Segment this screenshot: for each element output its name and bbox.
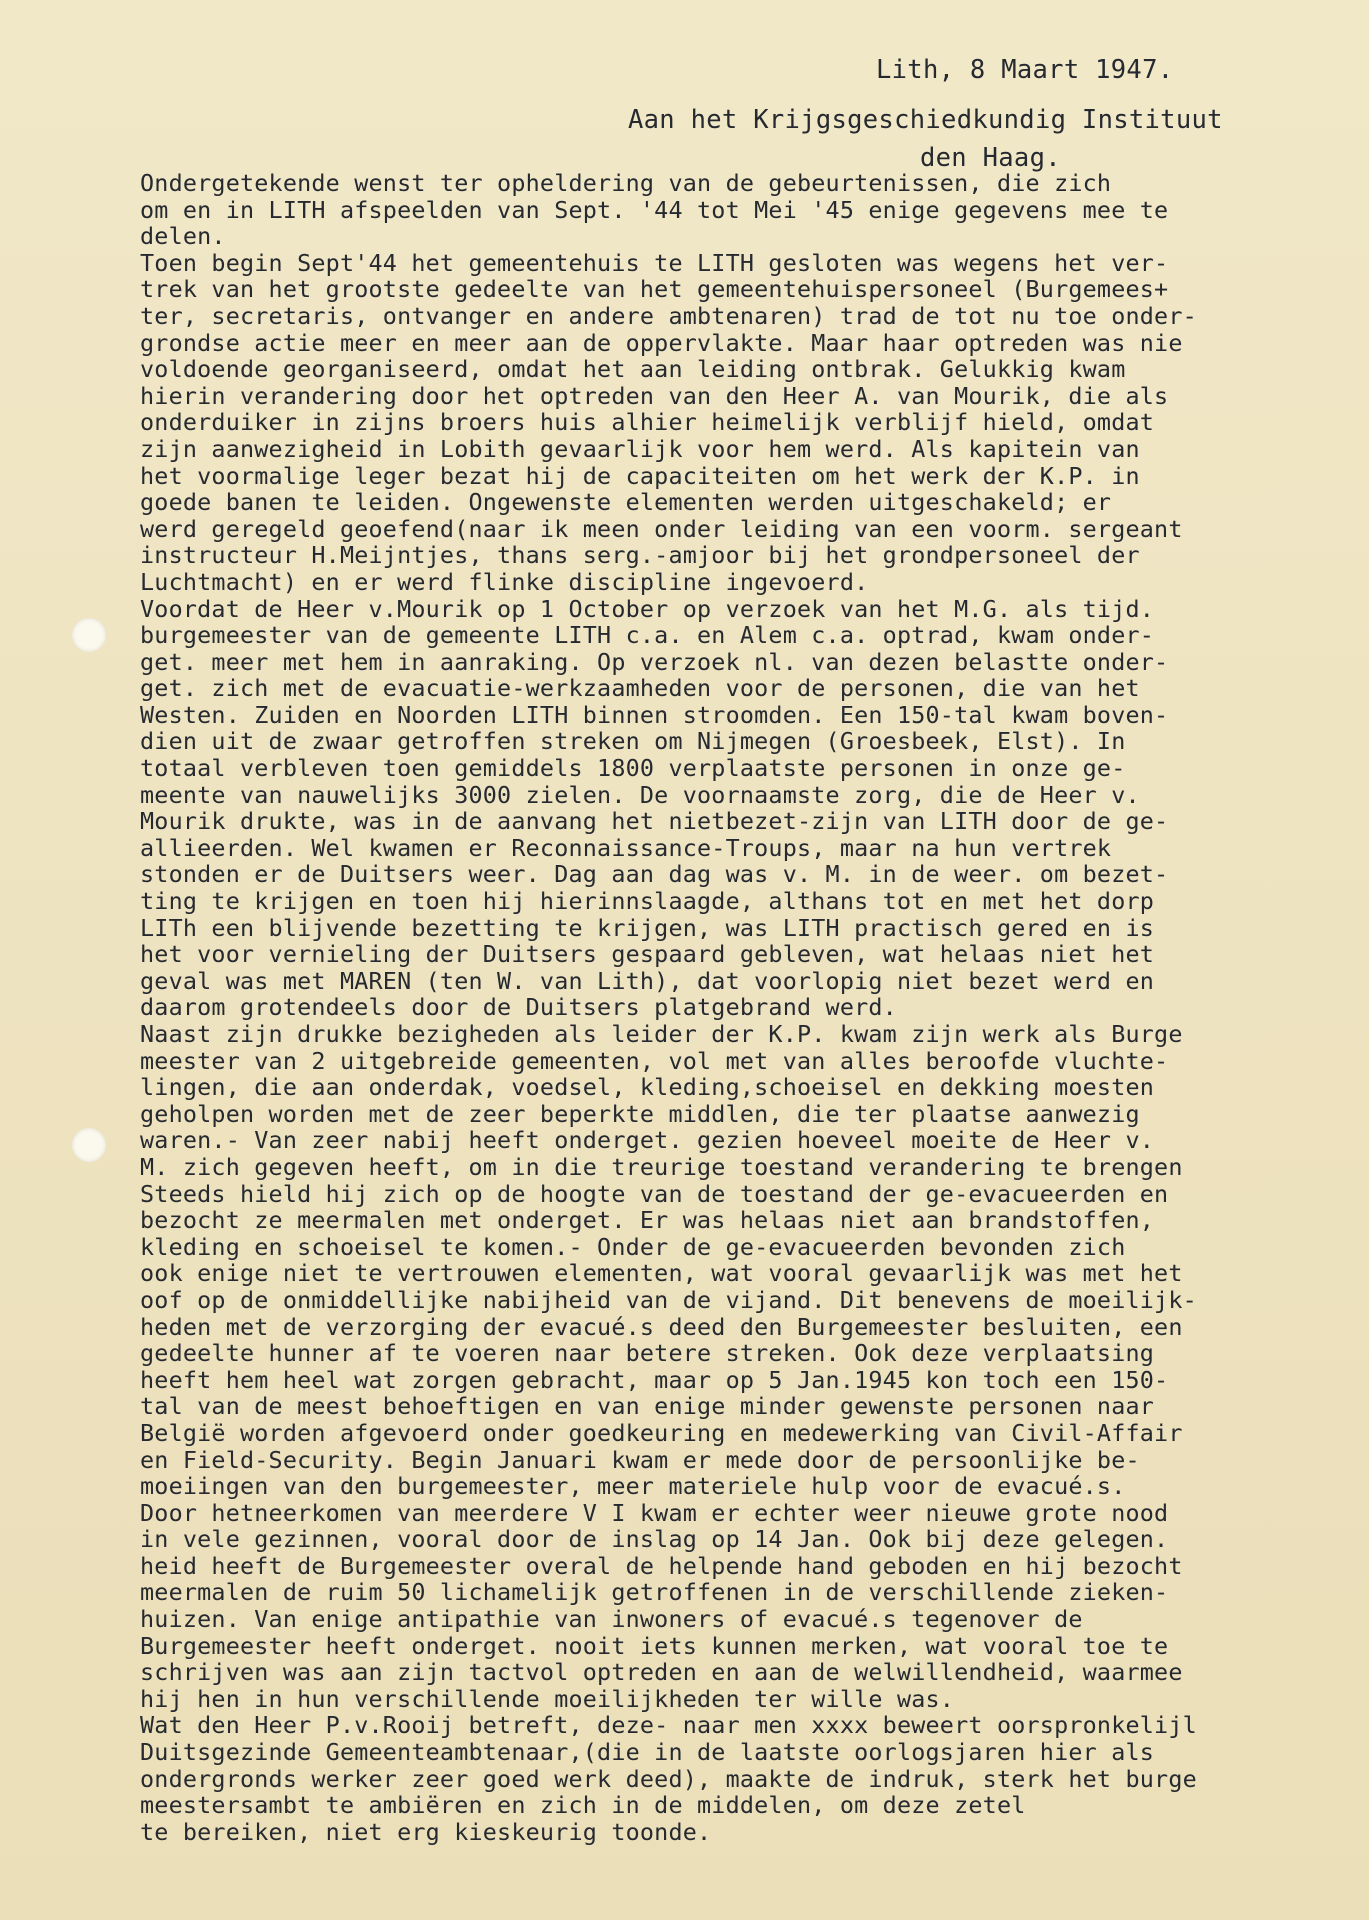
letter-line: Duitsgezinde Gemeenteambtenaar,(die in de laatste oorlogsjaren hier als (140, 1739, 1155, 1766)
letter-line: get. zich met de evacuatie-werkzaamheden voor de personen, die van het (140, 675, 1140, 702)
letter-line: allieerden. Wel kwamen er Reconnaissance-Troups, maar na hun vertrek (140, 834, 1112, 862)
letter-line: Mourik drukte, was in de aanvang het nietbezet-zijn van LITH door de ge- (140, 808, 1169, 835)
letter-line: get. meer met hem in aanraking. Op verzoek nl. van dezen belastte onder- (140, 648, 1169, 676)
letter-line: gedeelte hunner af te voeren naar betere streken. Ook deze verplaatsing (140, 1340, 1155, 1367)
letter-line: M. zich gegeven heeft, om in die treurige toestand verandering te brengen (140, 1153, 1183, 1181)
letter-line: België worden afgevoerd onder goedkeuring en medewerking van Civil-Affair (140, 1419, 1183, 1447)
letter-line: burgemeester van de gemeente LITH c.a. en Alem c.a. optrad, kwam onder- (140, 622, 1155, 649)
letter-line: zijn aanwezigheid in Lobith gevaarlijk voor hem werd. Als kapitein van (140, 435, 1140, 463)
letter-line: schrijven was aan zijn tactvol optreden en aan de welwillendheid, waarmee (140, 1659, 1183, 1686)
addressee-line-2: den Haag. (920, 143, 1061, 173)
letter-line: te bereiken, niet erg kieskeurig toonde. (140, 1818, 712, 1846)
letter-line: goede banen te leiden. Ongewenste elementen werden uitgeschakeld; er (140, 489, 1112, 516)
letter-line: in vele gezinnen, vooral door de inslag op 14 Jan. Ook bij deze gelegen. (140, 1526, 1169, 1553)
letter-line: huizen. Van enige antipathie van inwoners of evacué.s tegenover de (140, 1606, 1083, 1633)
letter-line: om en in LITH afspeelden van Sept. '44 tot Mei '45 enige gegevens mee te (140, 196, 1169, 224)
letter-line: trek van het grootste gedeelte van het gemeentehuispersoneel (Burgemees+ (140, 276, 1169, 303)
letter-line: het voor vernieling der Duitsers gespaard gebleven, wat helaas niet het (140, 941, 1155, 968)
letter-line: Voordat de Heer v.Mourik op 1 October op verzoek van het M.G. als tijd. (140, 595, 1155, 623)
letter-body (140, 170, 1362, 1845)
letter-line: hierin verandering door het optreden van den Heer A. van Mourik, die als (140, 382, 1169, 410)
letter-line: hij hen in hun verschillende moeilijkheden ter wille was. (140, 1685, 955, 1713)
letter-line: delen. (140, 223, 226, 250)
letter-line: heden met de verzorging der evacué.s deed den Burgemeester besluiten, een (140, 1313, 1183, 1341)
letter-line: meestersambt te ambiëren en zich in de middelen, om deze zetel (140, 1792, 1026, 1819)
letter-line: ook enige niet te vertrouwen elementen, wat vooral gevaarlijk was met het (140, 1260, 1183, 1287)
letter-line: Ondergetekende wenst ter opheldering van de gebeurtenissen, die zich (140, 170, 1112, 197)
letter-line: instructeur H.Meijntjes, thans serg.-amjoor bij het grondpersoneel der (140, 542, 1140, 569)
letter-line: meester van 2 uitgebreide gemeenten, vol met van alles beroofde vluchte- (140, 1047, 1169, 1075)
letter-line: Naast zijn drukke bezigheden als leider der K.P. kwam zijn werk als Burge (140, 1021, 1183, 1048)
letter-line: daarom grotendeels door de Duitsers platgebrand werd. (140, 994, 897, 1021)
letter-line: moeiingen van den burgemeester, meer materiele hulp voor de evacué.s. (140, 1473, 1126, 1500)
letter-line: grondse actie meer en meer aan de oppervlakte. Maar haar optreden was nie (140, 329, 1183, 357)
letter-line: geholpen worden met de zeer beperkte middlen, die ter plaatse aanwezig (140, 1100, 1140, 1128)
letter-line: ter, secretaris, ontvanger en andere ambtenaren) trad de tot nu toe onder- (140, 302, 1197, 330)
letter-line: totaal verbleven toen gemiddels 1800 verplaatste personen in onze ge- (140, 755, 1126, 782)
letter-line: Steeds hield hij zich op de hoogte van de toestand der ge-evacueerden en (140, 1180, 1169, 1208)
letter-line: Luchtmacht) en er werd flinke discipline ingevoerd. (140, 568, 869, 596)
letter-line: Westen. Zuiden en Noorden LITH binnen stroomden. Een 150-tal kwam boven- (140, 701, 1169, 729)
letter-line: ting te krijgen en toen hij hierinnslaagde, althans tot en met het dorp (140, 888, 1155, 915)
letter-date: Lith, 8 Maart 1947. (876, 55, 1174, 85)
letter-line: waren.- Van zeer nabij heeft onderget. gezien hoeveel moeite de Heer v. (140, 1127, 1155, 1154)
letter-line: Burgemeester heeft onderget. nooit iets kunnen merken, wat vooral toe te (140, 1632, 1169, 1660)
letter-line: Door hetneerkomen van meerdere V I kwam er echter weer nieuwe grote nood (140, 1499, 1169, 1527)
letter-line: en Field-Security. Begin Januari kwam er mede door de persoonlijke be- (140, 1446, 1140, 1474)
letter-line: het voormalige leger bezat hij de capaciteiten om het werk der K.P. in (140, 462, 1140, 490)
punch-hole (72, 618, 106, 652)
letter-line: heid heeft de Burgemeester overal de helpende hand geboden en hij bezocht (140, 1552, 1183, 1580)
letter-line: LITh een blijvende bezetting te krijgen, was LITH practisch gered en is (140, 914, 1155, 942)
letter-line: oof op de onmiddellijke nabijheid van de vijand. Dit benevens de moeilijk- (140, 1286, 1197, 1314)
letter-line: werd geregeld geoefend(naar ik meen onder leiding van een voorm. sergeant (140, 515, 1183, 543)
letter-line: dien uit de zwaar getroffen streken om Nijmegen (Groesbeek, Elst). In (140, 728, 1126, 756)
letter-line: voldoende georganiseerd, omdat het aan leiding ontbrak. Gelukkig kwam (140, 356, 1126, 383)
letter-line: tal van de meest behoeftigen en van enige minder gewenste personen naar (140, 1393, 1155, 1420)
letter-line: heeft hem heel wat zorgen gebracht, maar op 5 Jan.1945 kon toch een 150- (140, 1366, 1169, 1394)
letter-line: kleding en schoeisel te komen.- Onder de ge-evacueerden bevonden zich (140, 1233, 1126, 1261)
letter-line: geval was met MAREN (ten W. van Lith), dat voorlopig niet bezet werd en (140, 967, 1155, 995)
letter-line: Toen begin Sept'44 het gemeentehuis te LITH gesloten was wegens het ver- (140, 249, 1169, 277)
letter-line: bezocht ze meermalen met onderget. Er was helaas niet aan brandstoffen, (140, 1207, 1155, 1234)
letter-line: onderduiker in zijns broers huis alhier heimelijk verblijf hield, omdat (140, 409, 1155, 436)
letter-line: meermalen de ruim 50 lichamelijk getroffenen in de verschillende zieken- (140, 1579, 1169, 1607)
letter-line: meente van nauwelijks 3000 zielen. De voornaamste zorg, die de Heer v. (140, 781, 1140, 809)
punch-hole (72, 1128, 106, 1162)
letter-line: Wat den Heer P.v.Rooij betreft, deze- naar men xxxx beweert oorspronkelijl (140, 1712, 1197, 1740)
letter-line: ondergronds werker zeer goed werk deed), maakte de indruk, sterk het burge (140, 1765, 1197, 1793)
addressee-line-1: Aan het Krijgsgeschiedkundig Instituut (628, 105, 1223, 135)
letter-line: lingen, die aan onderdak, voedsel, kleding,schoeisel en dekking moesten (140, 1074, 1155, 1101)
letter-line: stonden er de Duitsers weer. Dag aan dag was v. M. in de weer. om bezet- (140, 861, 1169, 889)
